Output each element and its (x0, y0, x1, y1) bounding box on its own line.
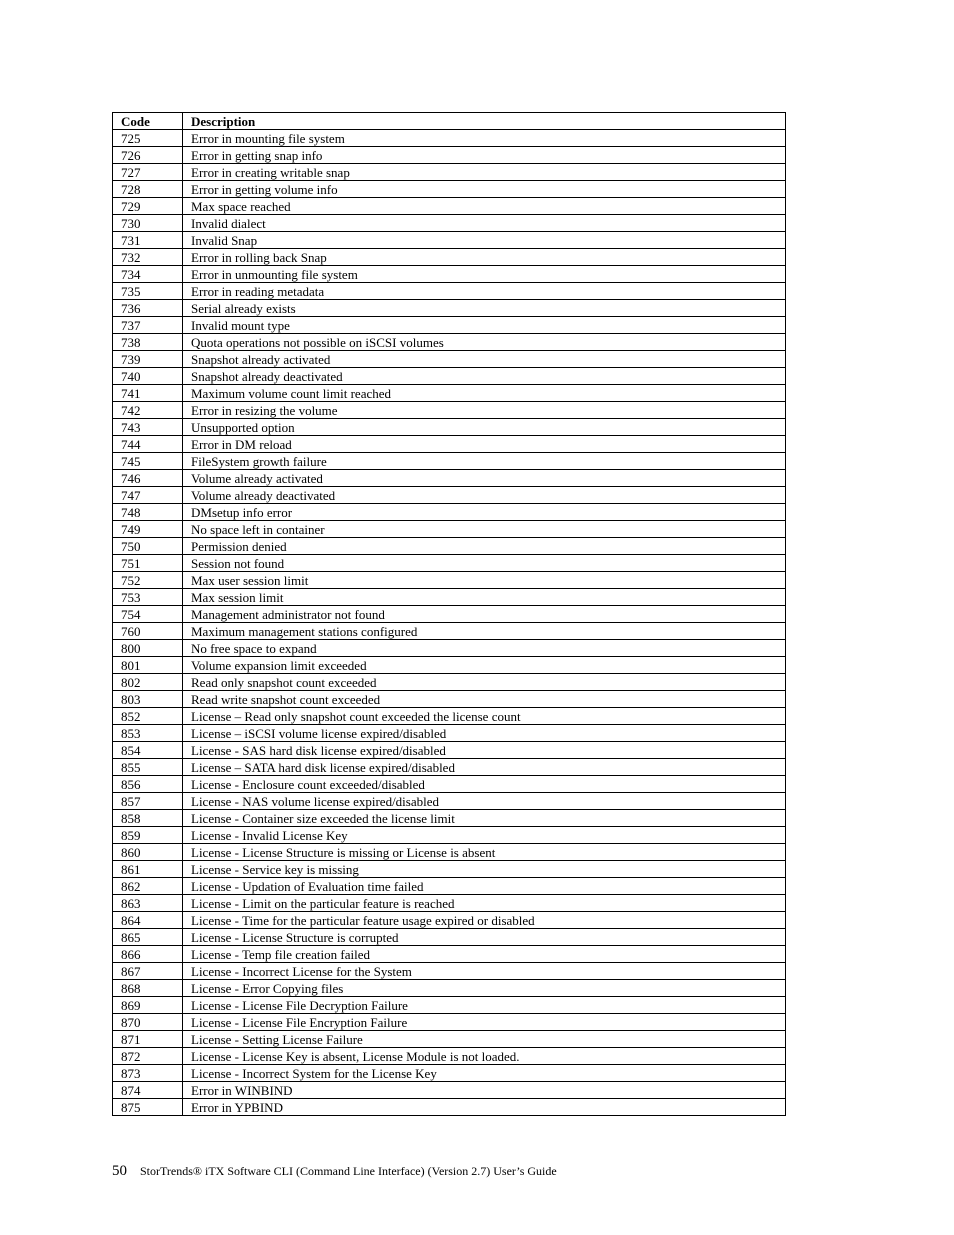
table-row (113, 538, 786, 555)
error-description-cell: Read only snapshot count exceeded (183, 674, 786, 691)
table-row (113, 691, 786, 708)
error-code-cell: 873 (113, 1065, 183, 1082)
error-code-cell: 725 (113, 130, 183, 147)
error-code-cell: 858 (113, 810, 183, 827)
error-code-cell: 749 (113, 521, 183, 538)
table-row (113, 980, 786, 997)
error-description-cell: License - NAS volume license expired/disabled (183, 793, 786, 810)
table-row (113, 147, 786, 164)
table-row (113, 589, 786, 606)
table-row (113, 181, 786, 198)
error-description-cell: Max session limit (183, 589, 786, 606)
table-row (113, 793, 786, 810)
error-code-cell: 866 (113, 946, 183, 963)
error-code-cell: 754 (113, 606, 183, 623)
table-row (113, 402, 786, 419)
error-code-cell: 803 (113, 691, 183, 708)
error-description-cell: Error in getting snap info (183, 147, 786, 164)
error-description-cell: License – Read only snapshot count exceeded the license count (183, 708, 786, 725)
error-code-cell: 854 (113, 742, 183, 759)
error-code-cell: 875 (113, 1099, 183, 1116)
table-row (113, 929, 786, 946)
error-description-cell: Error in reading metadata (183, 283, 786, 300)
table-row (113, 861, 786, 878)
table-row (113, 164, 786, 181)
error-code-cell: 726 (113, 147, 183, 164)
error-code-cell: 737 (113, 317, 183, 334)
table-row (113, 1082, 786, 1099)
error-description-cell: Snapshot already activated (183, 351, 786, 368)
error-code-cell: 746 (113, 470, 183, 487)
error-description-cell: Session not found (183, 555, 786, 572)
error-code-cell: 862 (113, 878, 183, 895)
table-row (113, 470, 786, 487)
error-description-cell: License - License Structure is corrupted (183, 929, 786, 946)
table-row (113, 742, 786, 759)
error-code-cell: 740 (113, 368, 183, 385)
error-description-cell: Invalid mount type (183, 317, 786, 334)
error-description-cell: License – SATA hard disk license expired/disabled (183, 759, 786, 776)
error-description-cell: Volume already deactivated (183, 487, 786, 504)
table-row (113, 283, 786, 300)
error-description-cell: Management administrator not found (183, 606, 786, 623)
error-description-cell: Read write snapshot count exceeded (183, 691, 786, 708)
error-description-cell: License - Incorrect System for the License Key (183, 1065, 786, 1082)
error-description-cell: License - Updation of Evaluation time failed (183, 878, 786, 895)
error-description-cell: License - Incorrect License for the System (183, 963, 786, 980)
table-row (113, 963, 786, 980)
error-description-cell: No space left in container (183, 521, 786, 538)
table-row (113, 504, 786, 521)
table-row (113, 521, 786, 538)
error-description-cell: License - SAS hard disk license expired/disabled (183, 742, 786, 759)
table-row (113, 572, 786, 589)
page-number: 50 (112, 1163, 127, 1179)
error-description-cell: Error in mounting file system (183, 130, 786, 147)
table-row (113, 1048, 786, 1065)
header-code: Code (113, 113, 183, 130)
table-row (113, 368, 786, 385)
error-code-cell: 801 (113, 657, 183, 674)
error-code-cell: 748 (113, 504, 183, 521)
error-code-cell: 864 (113, 912, 183, 929)
error-code-cell: 800 (113, 640, 183, 657)
error-description-cell: DMsetup info error (183, 504, 786, 521)
table-row (113, 776, 786, 793)
error-description-cell: License - License Key is absent, License Module is not loaded. (183, 1048, 786, 1065)
table-row (113, 232, 786, 249)
error-code-cell: 743 (113, 419, 183, 436)
error-description-cell: License - License File Encryption Failure (183, 1014, 786, 1031)
error-code-cell: 727 (113, 164, 183, 181)
error-code-cell: 872 (113, 1048, 183, 1065)
error-description-cell: Error in rolling back Snap (183, 249, 786, 266)
error-code-cell: 855 (113, 759, 183, 776)
table-row (113, 1065, 786, 1082)
error-description-cell: Maximum management stations configured (183, 623, 786, 640)
error-code-cell: 738 (113, 334, 183, 351)
table-row (113, 385, 786, 402)
error-code-cell: 874 (113, 1082, 183, 1099)
table-row (113, 844, 786, 861)
error-code-cell: 753 (113, 589, 183, 606)
table-row (113, 419, 786, 436)
table-body (113, 130, 786, 1116)
error-description-cell: License - Temp file creation failed (183, 946, 786, 963)
error-code-cell: 736 (113, 300, 183, 317)
error-code-cell: 747 (113, 487, 183, 504)
error-code-cell: 730 (113, 215, 183, 232)
page-footer (112, 1163, 557, 1180)
error-description-cell: Max space reached (183, 198, 786, 215)
error-code-cell: 856 (113, 776, 183, 793)
error-code-cell: 760 (113, 623, 183, 640)
error-description-cell: Error in creating writable snap (183, 164, 786, 181)
table-row (113, 1099, 786, 1116)
error-description-cell: License - Time for the particular feature usage expired or disabled (183, 912, 786, 929)
table-row (113, 640, 786, 657)
error-description-cell: Error in unmounting file system (183, 266, 786, 283)
error-code-cell: 868 (113, 980, 183, 997)
error-description-cell: License - Container size exceeded the license limit (183, 810, 786, 827)
table-row (113, 334, 786, 351)
error-description-cell: Permission denied (183, 538, 786, 555)
table-row (113, 555, 786, 572)
error-description-cell: Invalid Snap (183, 232, 786, 249)
error-code-cell: 732 (113, 249, 183, 266)
table-row (113, 198, 786, 215)
table-row (113, 436, 786, 453)
error-description-cell: Serial already exists (183, 300, 786, 317)
error-code-cell: 745 (113, 453, 183, 470)
error-description-cell: Unsupported option (183, 419, 786, 436)
error-code-cell: 729 (113, 198, 183, 215)
table-row (113, 606, 786, 623)
table-row (113, 759, 786, 776)
error-code-cell: 751 (113, 555, 183, 572)
error-code-cell: 734 (113, 266, 183, 283)
error-code-cell: 744 (113, 436, 183, 453)
error-code-cell: 739 (113, 351, 183, 368)
table-row (113, 878, 786, 895)
table-row (113, 708, 786, 725)
error-code-cell: 870 (113, 1014, 183, 1031)
error-code-cell: 860 (113, 844, 183, 861)
error-code-cell: 802 (113, 674, 183, 691)
error-description-cell: Error in WINBIND (183, 1082, 786, 1099)
table-row (113, 810, 786, 827)
table-row (113, 997, 786, 1014)
table-row (113, 249, 786, 266)
table-row (113, 351, 786, 368)
error-description-cell: FileSystem growth failure (183, 453, 786, 470)
error-code-cell: 861 (113, 861, 183, 878)
error-code-cell: 852 (113, 708, 183, 725)
table-row (113, 1031, 786, 1048)
error-code-cell: 742 (113, 402, 183, 419)
error-description-cell: License - Service key is missing (183, 861, 786, 878)
error-description-cell: License - License Structure is missing or License is absent (183, 844, 786, 861)
error-code-cell: 859 (113, 827, 183, 844)
error-description-cell: License - License File Decryption Failure (183, 997, 786, 1014)
footer-title: StorTrends® iTX Software CLI (Command Line Interface) (Version 2.7) User’s Guide (140, 1164, 557, 1178)
error-code-cell: 853 (113, 725, 183, 742)
error-description-cell: Snapshot already deactivated (183, 368, 786, 385)
error-codes-table (112, 112, 786, 1116)
error-code-cell: 867 (113, 963, 183, 980)
table-row (113, 725, 786, 742)
table-row (113, 946, 786, 963)
error-description-cell: License – iSCSI volume license expired/disabled (183, 725, 786, 742)
error-code-cell: 735 (113, 283, 183, 300)
table-row (113, 895, 786, 912)
error-code-cell: 863 (113, 895, 183, 912)
error-description-cell: Maximum volume count limit reached (183, 385, 786, 402)
error-description-cell: Volume already activated (183, 470, 786, 487)
table-row (113, 215, 786, 232)
error-code-cell: 731 (113, 232, 183, 249)
table-row (113, 623, 786, 640)
error-description-cell: Error in DM reload (183, 436, 786, 453)
error-description-cell: Error in YPBIND (183, 1099, 786, 1116)
error-code-cell: 857 (113, 793, 183, 810)
error-code-cell: 869 (113, 997, 183, 1014)
table-row (113, 300, 786, 317)
error-code-cell: 752 (113, 572, 183, 589)
table-row (113, 912, 786, 929)
error-code-cell: 741 (113, 385, 183, 402)
table-row (113, 317, 786, 334)
table-row (113, 674, 786, 691)
error-description-cell: License - Error Copying files (183, 980, 786, 997)
error-code-cell: 865 (113, 929, 183, 946)
table-header-row (113, 113, 786, 130)
table-row (113, 1014, 786, 1031)
error-description-cell: No free space to expand (183, 640, 786, 657)
table-row (113, 453, 786, 470)
error-description-cell: License - Invalid License Key (183, 827, 786, 844)
error-code-cell: 871 (113, 1031, 183, 1048)
error-description-cell: Volume expansion limit exceeded (183, 657, 786, 674)
error-description-cell: Max user session limit (183, 572, 786, 589)
table-row (113, 487, 786, 504)
error-description-cell: License - Limit on the particular feature is reached (183, 895, 786, 912)
header-description: Description (183, 113, 786, 130)
table-row (113, 266, 786, 283)
error-code-cell: 750 (113, 538, 183, 555)
error-description-cell: Quota operations not possible on iSCSI volumes (183, 334, 786, 351)
table-row (113, 130, 786, 147)
error-description-cell: License - Setting License Failure (183, 1031, 786, 1048)
error-description-cell: Error in getting volume info (183, 181, 786, 198)
error-description-cell: Error in resizing the volume (183, 402, 786, 419)
error-description-cell: Invalid dialect (183, 215, 786, 232)
error-description-cell: License - Enclosure count exceeded/disabled (183, 776, 786, 793)
table-row (113, 827, 786, 844)
table-row (113, 657, 786, 674)
error-code-cell: 728 (113, 181, 183, 198)
